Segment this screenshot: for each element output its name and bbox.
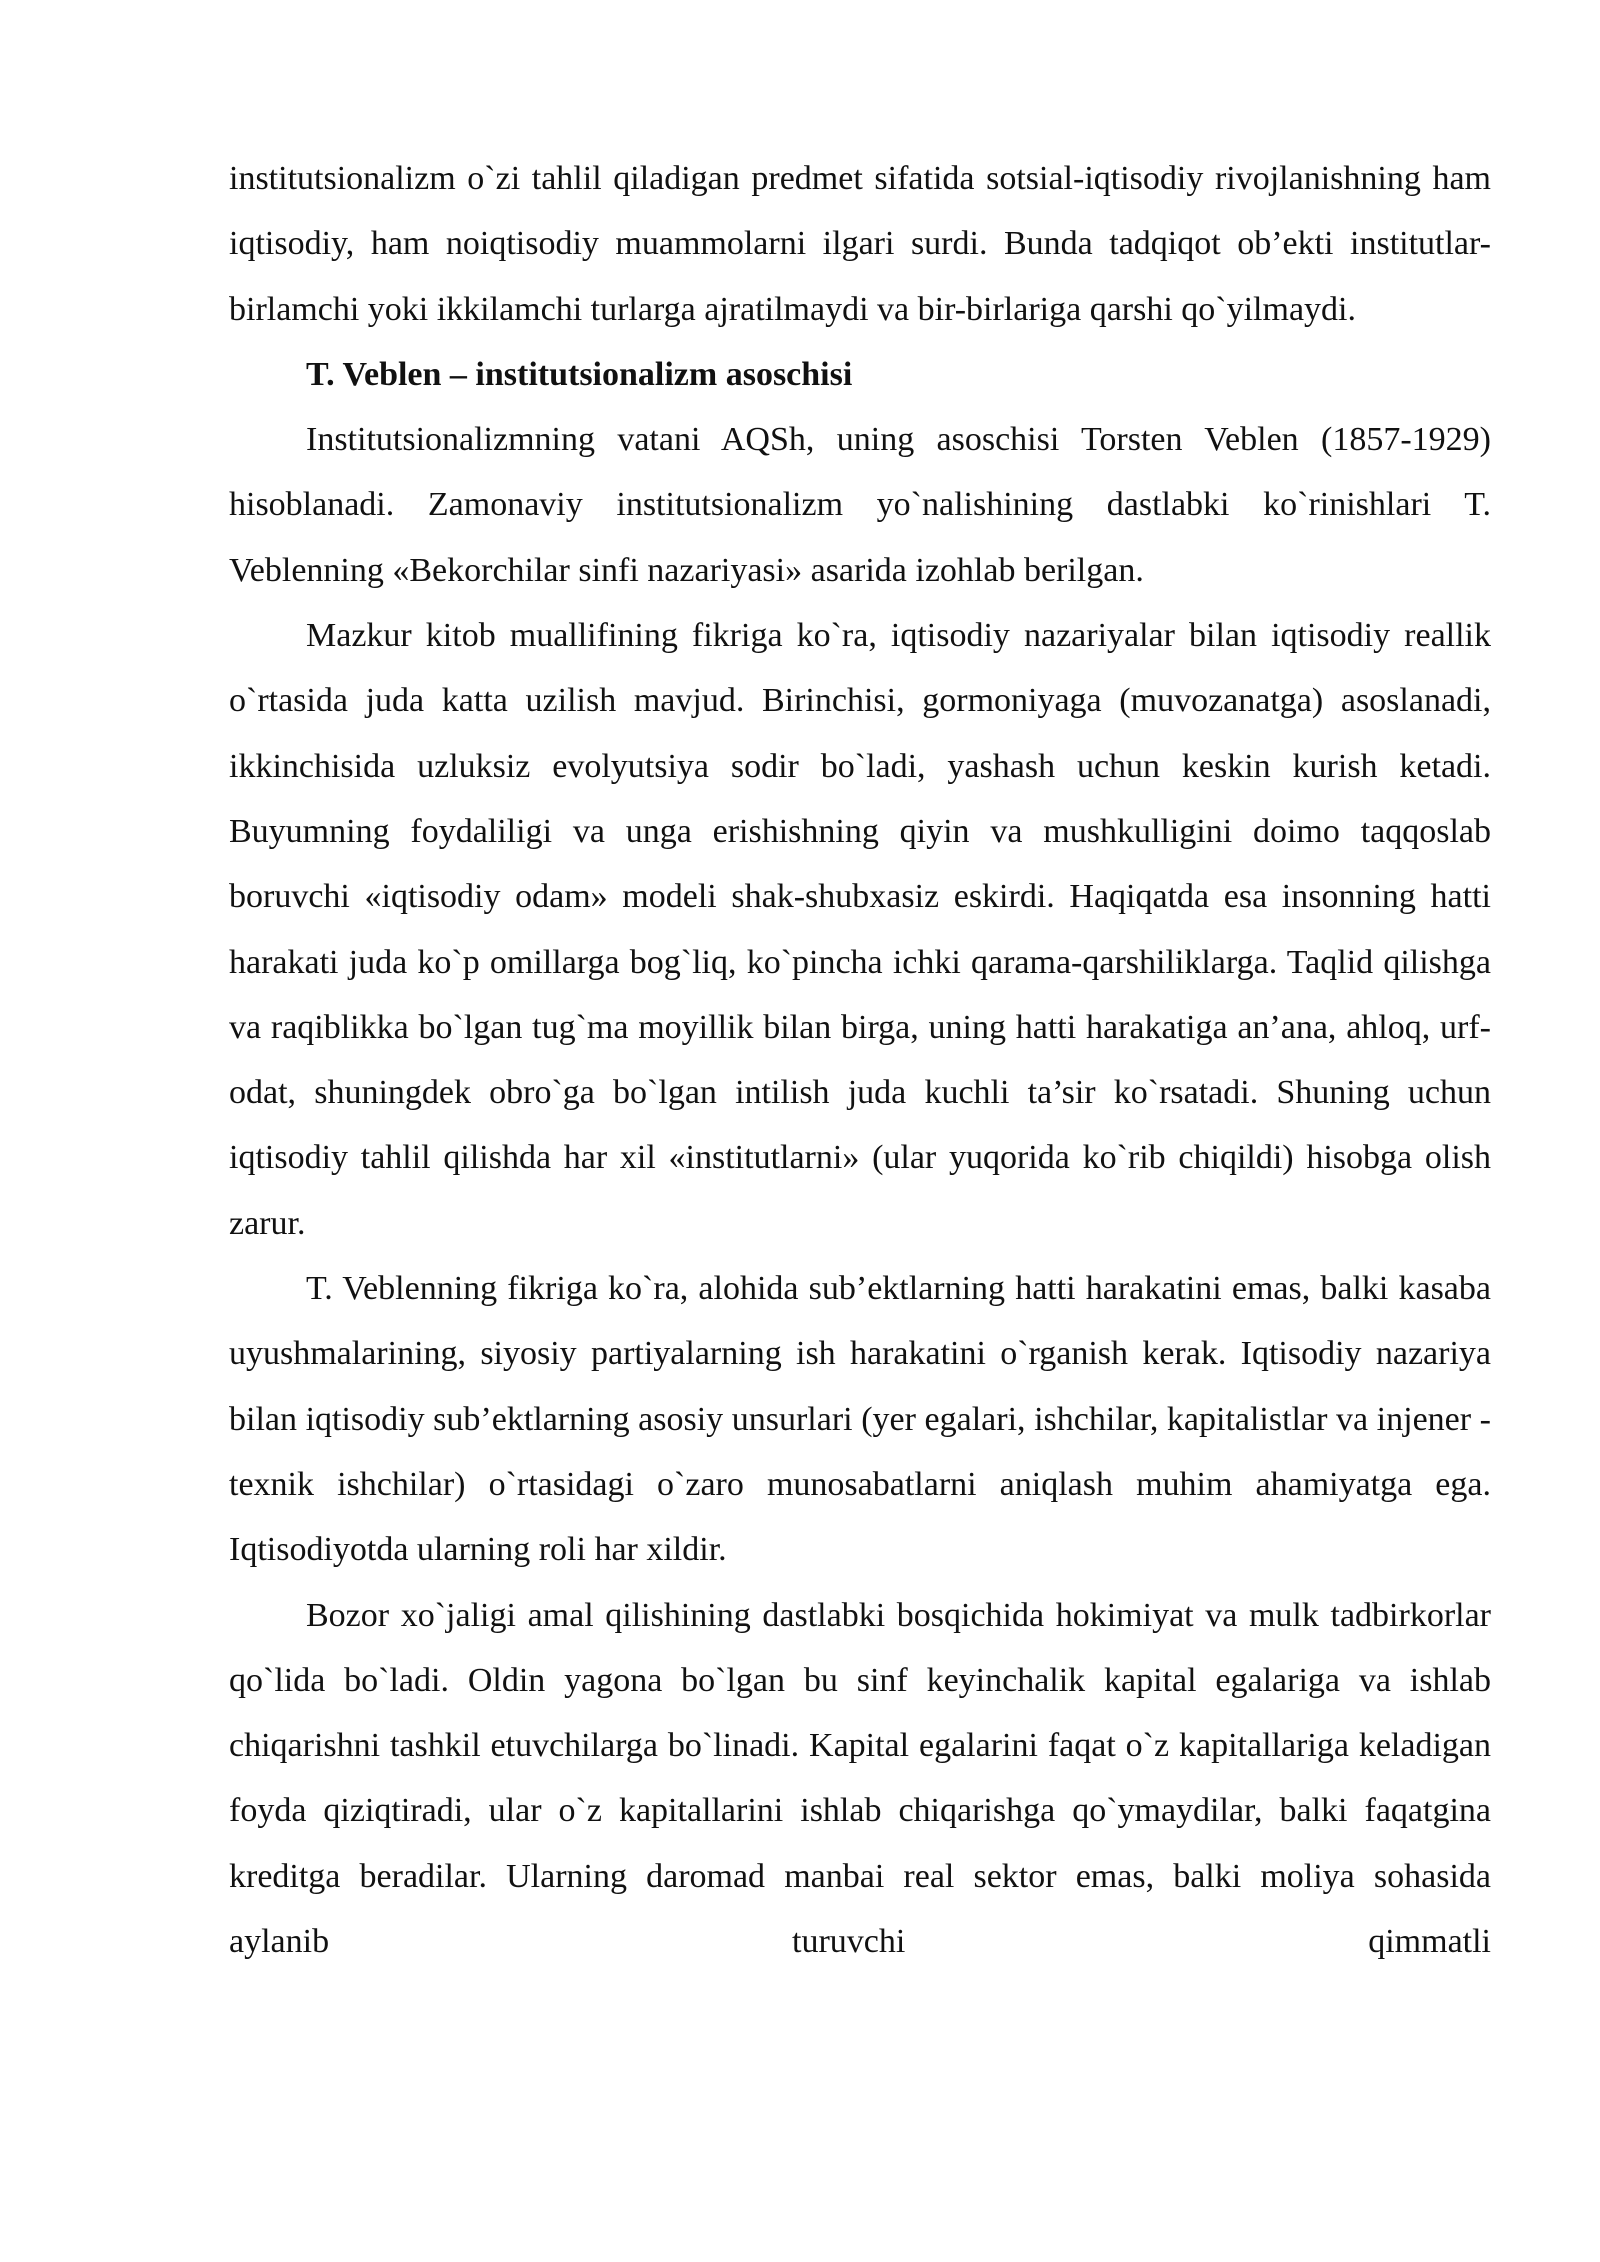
section-heading: T. Veblen – institutsionalizm asoschisi <box>306 355 853 393</box>
paragraph-veblen-intro: Institutsionalizmning vatani AQSh, uning asoschisi Torsten Veblen (1857-1929) hisoblanadi. Zamonaviy institutsionalizm yo`nalishining dastlabki ko`rinishlari T. Veblenning «Bekorchilar sinfi nazariyasi» asarida izohlab berilgan. <box>229 421 1491 589</box>
paragraph-market-economy: Bozor xo`jaligi amal qilishining dastlabki bosqichida hokimiyat va mulk tadbirkorlar qo`lida bo`ladi. Oldin yagona bo`lgan bu sinf keyinchalik kapital egalariga va ishlab chiqarishni tashkil etuvchilarga bo`linadi. Kapital egalarini faqat o`z kapitallariga keladigan foyda qiziqtiradi, ular o`z kapitallarini ishlab chiqarishga qo`ymaydilar, balki faqatgina kreditga beradilar. Ularning daromad manbai real sektor emas, balki moliya sohasida aylanib turuvchi qimmatli <box>229 1596 1491 1961</box>
document-body <box>229 146 1491 1974</box>
paragraph-subjects: T. Veblenning fikriga ko`ra, alohida sub’ektlarning hatti harakatini emas, balki kasaba uyushmalarining, siyosiy partiyalarning ish harakatini o`rganish kerak. Iqtisodiy nazariya bilan iqtisodiy sub’ektlarning asosiy unsurlari (yer egalari, ishchilar, kapitalistlar va injener - texnik ishchilar) o`rtasidagi o`zaro munosabatlarni aniqlash muhim ahamiyatga ega. Iqtisodiyotda ularning roli har xildir. <box>229 1270 1491 1569</box>
paragraph-economic-reality: Mazkur kitob muallifining fikriga ko`ra, iqtisodiy nazariyalar bilan iqtisodiy reallik o`rtasida juda katta uzilish mavjud. Birinchisi, gormoniyaga (muvozanatga) asoslanadi, ikkinchisida uzluksiz evolyutsiya sodir bo`ladi, yashash uchun keskin kurish ketadi. Buyumning foydaliligi va unga erishishning qiyin va mushkulligini doimo taqqoslab boruvchi «iqtisodiy odam» modeli shak-shubxasiz eskirdi. Haqiqatda esa insonning hatti harakati juda ko`p omillarga bog`liq, ko`pincha ichki qarama-qarshiliklarga. Taqlid qilishga va raqiblikka bo`lgan tug`ma moyillik bilan birga, uning hatti harakatiga an’ana, ahloq, urf-odat, shuningdek obro`ga bo`lgan intilish juda kuchli ta’sir ko`rsatadi. Shuning uchun iqtisodiy tahlil qilishda har xil «institutlarni» (ular yuqorida ko`rib chiqildi) hisobga olish zarur. <box>229 617 1491 1242</box>
paragraph-continuation: institutsionalizm o`zi tahlil qiladigan predmet sifatida sotsial-iqtisodiy rivojlanishning ham iqtisodiy, ham noiqtisodiy muammolarni ilgari surdi. Bunda tadqiqot ob’ekti institutlar-birlamchi yoki ikkilamchi turlarga ajratilmaydi va bir-birlariga qarshi qo`yilmaydi. <box>229 160 1491 328</box>
